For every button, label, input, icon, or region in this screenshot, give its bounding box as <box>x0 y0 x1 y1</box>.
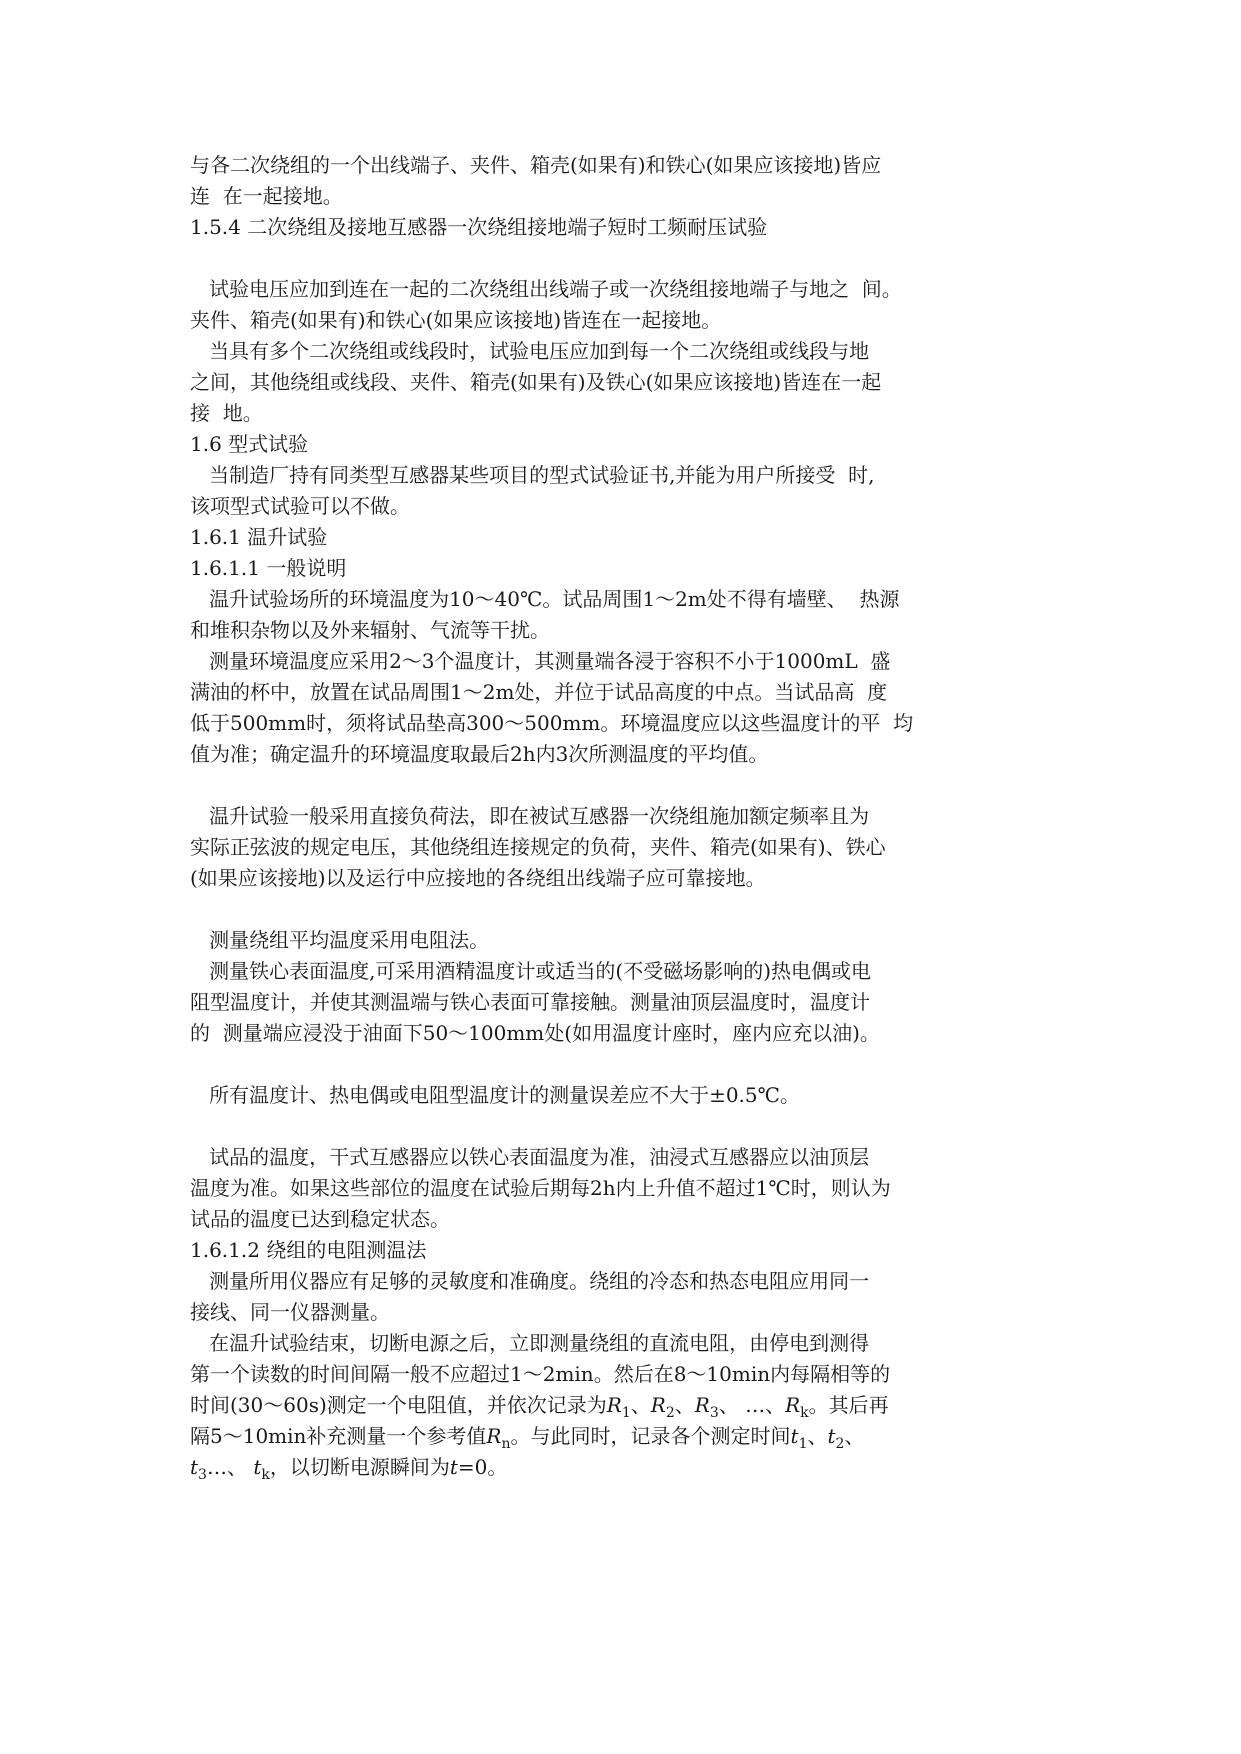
section-heading: 1.6 型式试验 <box>190 432 309 456</box>
text-line: 试验电压应加到连在一起的二次绕组出线端子或一次绕组接地端子与地之 间。 <box>190 277 902 301</box>
subscript: 3 <box>709 1405 719 1421</box>
separator: 、 <box>630 1393 651 1417</box>
text-line: 试品的温度已达到稳定状态。 <box>190 1207 450 1231</box>
text-line: 和堆积杂物以及外来辐射、气流等干扰。 <box>190 618 550 642</box>
text-fragment: ，以切断电源瞬间为 <box>269 1455 450 1479</box>
text-line: 连 在一起接地。 <box>190 184 343 208</box>
text-line-time-series <box>190 1452 990 1483</box>
text-line: 的 测量端应浸没于油面下50～100mm处(如用温度计座时，座内应充以油)。 <box>190 1021 880 1045</box>
text-line-resistance-series <box>190 1390 990 1421</box>
text-line: 接线、同一仪器测量。 <box>190 1300 390 1324</box>
symbol-r: R <box>486 1424 502 1448</box>
text-line: 所有温度计、热电偶或电阻型温度计的测量误差应不大于±0.5℃。 <box>190 1083 801 1107</box>
section-heading: 1.6.1.2 绕组的电阻测温法 <box>190 1238 427 1262</box>
text-fragment: 隔5～10min补充测量一个参考值 <box>190 1424 487 1448</box>
blank-line <box>190 243 990 274</box>
text-line: 阻型温度计，并使其测温端与铁心表面可靠接触。测量油顶层温度时，温度计 <box>190 990 870 1014</box>
separator: 、 …、 <box>718 1393 786 1417</box>
symbol-t: t <box>827 1424 836 1448</box>
text-line: 测量所用仪器应有足够的灵敏度和准确度。绕组的冷态和热态电阻应用同一 <box>190 1269 870 1293</box>
symbol-t: t <box>190 1455 199 1479</box>
symbol-t: t <box>253 1455 262 1479</box>
text-line: 在温升试验结束，切断电源之后，立即测量绕组的直流电阻，由停电到测得 <box>190 1331 870 1355</box>
text-line: 测量绕组平均温度采用电阻法。 <box>190 928 490 952</box>
text-line: 温升试验一般采用直接负荷法，即在被试互感器一次绕组施加额定频率且为 <box>190 804 870 828</box>
subscript: k <box>800 1405 809 1421</box>
text-line: 夹件、箱壳(如果有)和铁心(如果应该接地)皆连在一起接地。 <box>190 308 722 332</box>
text-line: 当具有多个二次绕组或线段时，试验电压应加到每一个二次绕组或线段与地 <box>190 339 870 363</box>
text-line: 第一个读数的时间间隔一般不应超过1～2min。然后在8～10min内每隔相等的 <box>190 1362 891 1386</box>
blank-line <box>190 770 990 801</box>
subscript: 1 <box>798 1436 808 1452</box>
text-fragment: 。其后再 <box>808 1393 889 1417</box>
text-line: 低于500mm时，须将试品垫高300～500mm。环境温度应以这些温度计的平 均 <box>190 711 914 735</box>
blank-line <box>190 894 990 925</box>
text-line: 试品的温度，干式互感器应以铁心表面温度为准，油浸式互感器应以油顶层 <box>190 1145 870 1169</box>
text-line: 与各二次绕组的一个出线端子、夹件、箱壳(如果有)和铁心(如果应该接地)皆应 <box>190 153 882 177</box>
section-heading: 1.5.4 二次绕组及接地互感器一次绕组接地端子短时工频耐压试验 <box>190 215 768 239</box>
text-line: 值为准；确定温升的环境温度取最后2h内3次所测温度的平均值。 <box>190 742 769 766</box>
section-heading: 1.6.1 温升试验 <box>190 525 328 549</box>
document-page <box>190 150 990 1483</box>
section-heading: 1.6.1.1 一般说明 <box>190 556 347 580</box>
symbol-r: R <box>785 1393 801 1417</box>
separator: 、 <box>807 1424 828 1448</box>
subscript: 3 <box>198 1467 207 1483</box>
separator: …、 <box>206 1455 254 1479</box>
text-line: 温升试验场所的环境温度为10～40℃。试品周围1～2m处不得有墙壁、 热源 <box>190 587 900 611</box>
text-fragment: 时间(30～60s)测定一个电阻值，并依次记录为 <box>190 1393 607 1417</box>
text-line: 之间，其他绕组或线段、夹件、箱壳(如果有)及铁心(如果应该接地)皆连在一起 <box>190 370 882 394</box>
subscript: 2 <box>665 1405 675 1421</box>
subscript: k <box>261 1467 270 1483</box>
text-line: 测量环境温度应采用2～3个温度计，其测量端各浸于容积不小于1000mL 盛 <box>190 649 891 673</box>
symbol-t: t <box>790 1424 799 1448</box>
subscript: n <box>501 1436 511 1452</box>
text-fragment: 。与此同时，记录各个测定时间 <box>510 1424 791 1448</box>
symbol-r: R <box>606 1393 622 1417</box>
text-line-reference-value <box>190 1421 990 1452</box>
text-line: 测量铁心表面温度,可采用酒精温度计或适当的(不受磁场影响的)热电偶或电 <box>190 959 872 983</box>
text-line: 该项型式试验可以不做。 <box>190 494 410 518</box>
text-line: 满油的杯中，放置在试品周围1～2m处，并位于试品高度的中点。当试品高 度 <box>190 680 888 704</box>
blank-line <box>190 1111 990 1142</box>
symbol-r: R <box>650 1393 666 1417</box>
text-line: 当制造厂持有同类型互感器某些项目的型式试验证书,并能为用户所接受 时, <box>190 463 875 487</box>
text-line: 实际正弦波的规定电压，其他绕组连接规定的负荷，夹件、箱壳(如果有)、铁心 <box>190 835 886 859</box>
subscript: 1 <box>621 1405 631 1421</box>
text-line: (如果应该接地)以及运行中应接地的各绕组出线端子应可靠接地。 <box>190 866 766 890</box>
blank-line <box>190 1049 990 1080</box>
text-line: 温度为准。如果这些部位的温度在试验后期每2h内上升值不超过1℃时，则认为 <box>190 1176 891 1200</box>
text-line: 接 地。 <box>190 401 263 425</box>
separator: 、 <box>844 1424 865 1448</box>
separator: 、 <box>674 1393 695 1417</box>
text-fragment: =0。 <box>457 1455 508 1479</box>
symbol-r: R <box>694 1393 710 1417</box>
subscript: 2 <box>835 1436 845 1452</box>
symbol-t: t <box>449 1455 458 1479</box>
